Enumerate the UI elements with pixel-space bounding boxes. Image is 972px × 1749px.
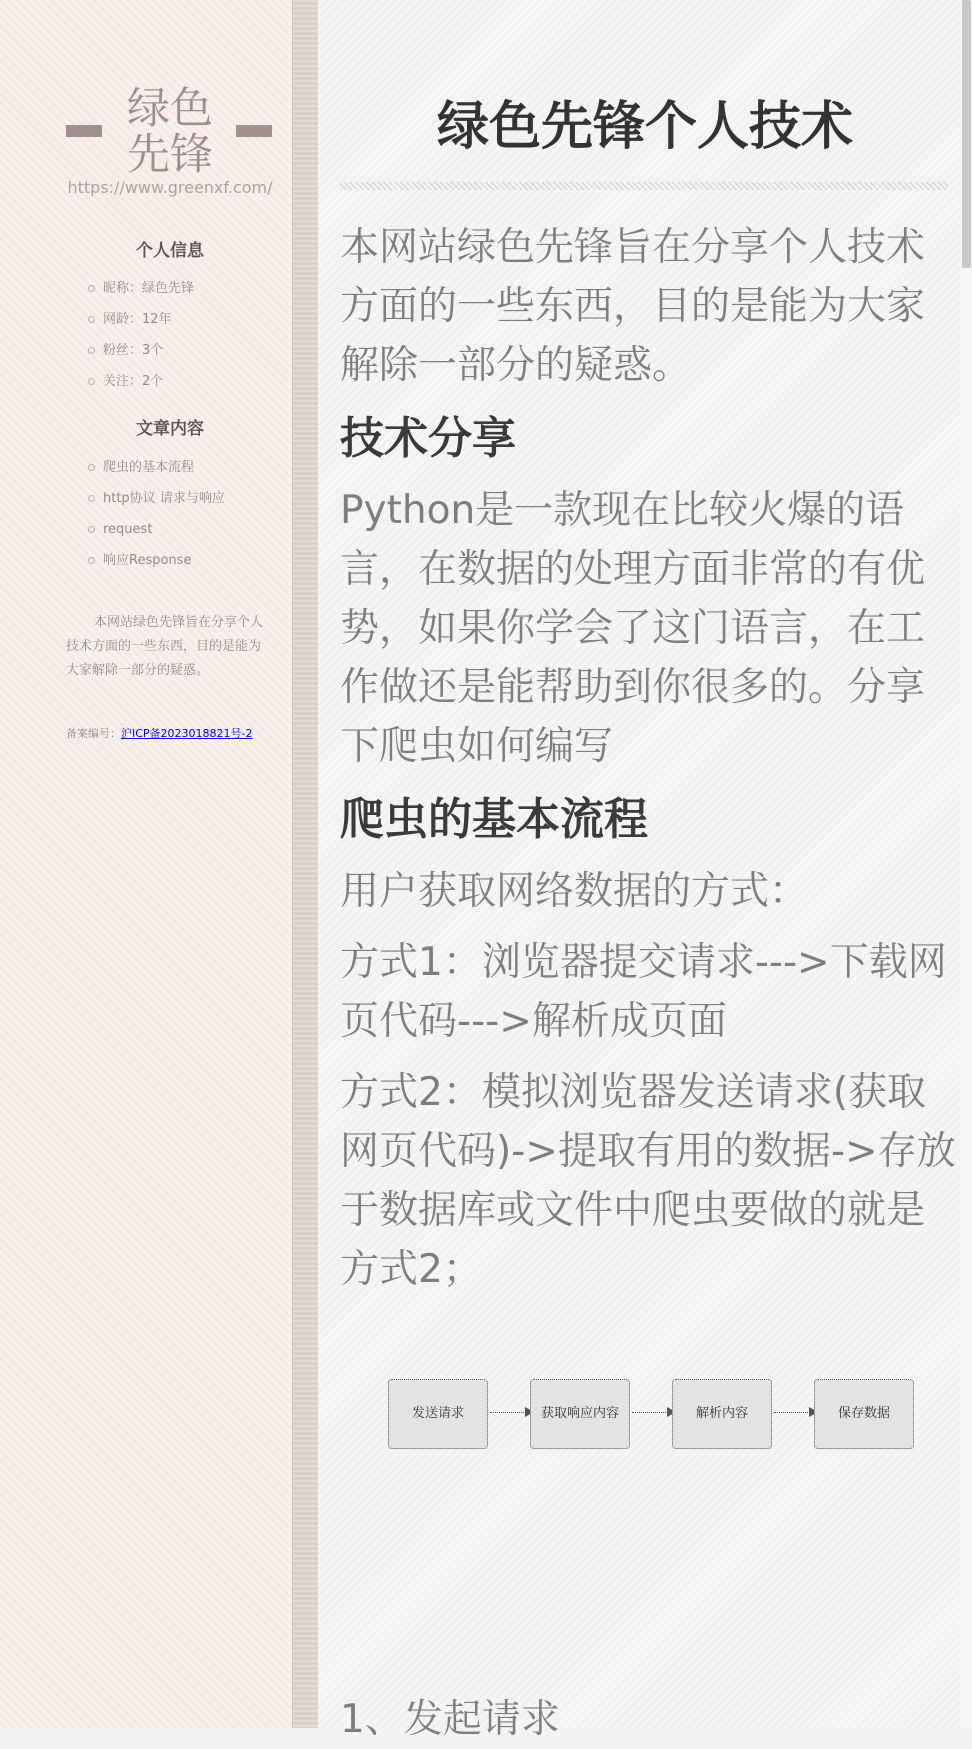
icp-link[interactable]: 沪ICP备2023018821号-2 (121, 727, 253, 740)
article-link[interactable]: 响应Response (88, 545, 225, 576)
article-link[interactable]: http协议 请求与响应 (88, 483, 225, 514)
scrollbar-thumb[interactable] (962, 0, 971, 268)
crawler-flow-diagram (340, 1335, 960, 1485)
list-item: 昵称：绿色先锋 (88, 273, 194, 304)
icp-record (66, 725, 253, 741)
paragraph: 用户获取网络数据的方式： (340, 869, 809, 914)
logo-line-2: 先锋 (127, 130, 213, 180)
main-content (318, 0, 972, 1742)
personal-info-list (88, 273, 194, 397)
list-item: 关注：2个 (88, 366, 194, 397)
site-logo[interactable] (0, 84, 340, 180)
sidebar-edge (292, 0, 321, 1728)
logo-bar-left (66, 125, 102, 137)
article-link[interactable]: 爬虫的基本流程 (88, 452, 225, 483)
section-heading-crawler-flow: 爬虫的基本流程 (340, 794, 648, 845)
articles-title: 文章内容 (136, 419, 204, 439)
title-divider (340, 182, 948, 190)
flow-step-get-response: 获取响应内容 (530, 1379, 630, 1449)
next-heading: 1、发起请求 (340, 1697, 560, 1742)
article-body (340, 218, 960, 1485)
personal-info-title: 个人信息 (136, 241, 204, 261)
flow-step-parse: 解析内容 (672, 1379, 772, 1449)
flow-arrow (632, 1412, 674, 1413)
logo-text (110, 86, 230, 178)
article-link[interactable]: request (88, 514, 225, 545)
flow-arrow (490, 1412, 532, 1413)
intro-text: 本网站绿色先锋旨在分享个人技术方面的一些东西，目的是能为大家解除一部分的疑惑。 (340, 225, 926, 388)
articles-list (88, 452, 225, 576)
section-heading-tech-share: 技术分享 (340, 413, 516, 464)
list-item: 粉丝：3个 (88, 335, 194, 366)
logo-bar-right (236, 125, 272, 137)
page-title: 绿色先锋个人技术 (436, 97, 853, 157)
scrollbar[interactable] (960, 0, 972, 1728)
tech-share-text: Python是一款现在比较火爆的语言，在数据的处理方面非常的有优势，如果你学会了这门语言，在工作做还是能帮助到你很多的。分享下爬虫如何编写 (340, 488, 926, 769)
sidebar-description: 本网站绿色先锋旨在分享个人技术方面的一些东西，目的是能为大家解除一部分的疑惑。 (66, 615, 264, 678)
flow-step-send-request: 发送请求 (388, 1379, 488, 1449)
logo-line-1: 绿色 (127, 84, 213, 134)
icp-label: 备案编号： (66, 727, 121, 740)
flow-step-save: 保存数据 (814, 1379, 914, 1449)
flow-arrow (774, 1412, 816, 1413)
list-item: 网龄：12年 (88, 304, 194, 335)
paragraph: 方式1：浏览器提交请求--->下载网页代码--->解析成页面 (340, 940, 947, 1044)
site-url: https://www.greenxf.com/ (67, 178, 273, 197)
sidebar (0, 0, 292, 1728)
paragraph: 方式2：模拟浏览器发送请求(获取网页代码)->提取有用的数据->存放于数据库或文件中爬虫要做的就是方式2； (340, 1070, 956, 1292)
